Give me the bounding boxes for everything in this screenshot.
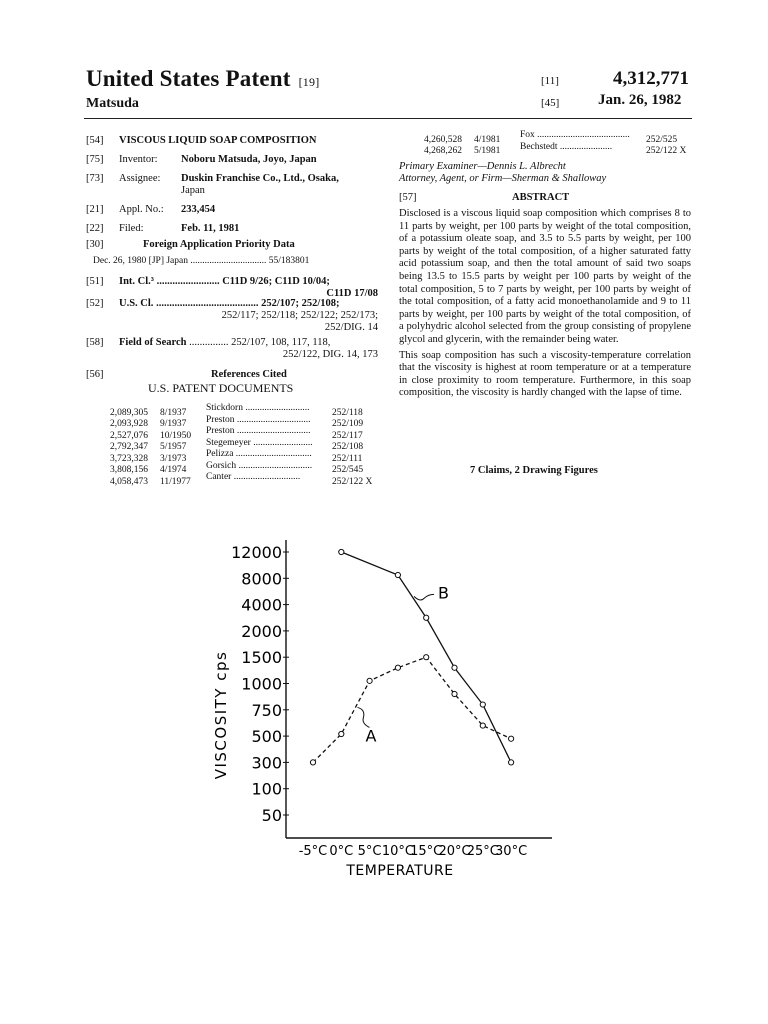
citation-cls: 252/108 (332, 442, 364, 452)
field-52: [52] U.S. Cl. ....................................... 252/107; 252/108; (86, 298, 340, 309)
citation-cls: 252/122 X (646, 146, 687, 156)
abstract-paragraph-2: This soap composition has such a viscosity-temperature correlation that the viscosity is highest at room temperature or at a temperature in close proximity to room temperature. Furthermore, in this soap composition, the viscosity is hardly changed with the lapse of time. (399, 349, 691, 399)
citation-cls: 252/118 (332, 407, 363, 418)
assignee-value: Duskin Franchise Co., Ltd., Osaka, (181, 173, 339, 184)
field-52-line3: 252/DIG. 14 (324, 322, 378, 333)
x-tick-label: 10°C (381, 844, 414, 859)
filed-value: Feb. 11, 1981 (181, 223, 240, 234)
citation-name: Stickdorn ........................... (206, 403, 310, 413)
citation-no: 4,268,262 (424, 146, 462, 156)
citation-date: 8/1937 (160, 407, 187, 418)
citation-no: 2,527,076 (110, 430, 148, 441)
citation-cls: 252/122 X (332, 476, 373, 487)
x-tick-label: 20°C (438, 844, 471, 859)
invention-title: VISCOUS LIQUID SOAP COMPOSITION (119, 135, 317, 146)
y-tick-label: 2000 (241, 621, 282, 641)
priority-line: Dec. 26, 1980 [JP] Japan ................................ 55/183801 (93, 256, 310, 266)
x-tick-label: 25°C (466, 844, 499, 859)
data-point-B (395, 572, 400, 577)
country-title: United States Patent (86, 66, 291, 91)
x-tick-label: 30°C (495, 844, 528, 859)
citation-name: Pelizza ................................ (206, 449, 312, 459)
data-point-A (424, 655, 429, 660)
data-point-B (424, 615, 429, 620)
citation-cls: 252/111 (332, 453, 363, 464)
series-label-B: B (438, 583, 450, 603)
data-point-A (395, 665, 400, 670)
data-point-B (480, 702, 485, 707)
data-point-A (310, 760, 315, 765)
field-51-line2: C11D 17/08 (326, 288, 378, 299)
data-point-B (339, 549, 344, 554)
citation-cls: 252/525 (646, 134, 678, 145)
citation-name: Fox ....................................... (520, 130, 630, 140)
date-ref: [45] (541, 97, 560, 109)
abstract-code: [57] (399, 192, 417, 203)
field-58-line2: 252/122, DIG. 14, 173 (282, 349, 378, 360)
data-point-A (452, 691, 457, 696)
citation-date: 5/1981 (474, 146, 501, 156)
x-tick-label: 15°C (410, 844, 443, 859)
patent-number: 4,312,771 (613, 68, 689, 89)
y-tick-label: 300 (251, 753, 282, 773)
citation-date: 5/1957 (160, 442, 187, 452)
field-52-line2: 252/117; 252/118; 252/122; 252/173; (221, 310, 378, 321)
citation-no: 4,260,528 (424, 134, 462, 145)
citation-no: 4,058,473 (110, 476, 148, 487)
field-30: [30] Foreign Application Priority Data (86, 239, 295, 250)
y-tick-label: 750 (251, 700, 282, 720)
data-point-A (339, 731, 344, 736)
y-tick-label: 500 (251, 727, 282, 747)
x-axis-label: TEMPERATURE (346, 863, 454, 879)
y-tick-label: 1500 (241, 648, 282, 668)
data-point-B (452, 665, 457, 670)
data-point-A (367, 678, 372, 683)
inventor-short-name: Matsuda (86, 96, 139, 111)
citation-name: Canter ............................ (206, 472, 301, 482)
citation-name: Preston ............................... (206, 414, 311, 425)
series-label-A: A (365, 726, 377, 746)
field-54: [54] VISCOUS LIQUID SOAP COMPOSITION (86, 135, 317, 146)
appl-no-value: 233,454 (181, 204, 216, 215)
citation-cls: 252/117 (332, 430, 363, 441)
y-tick-label: 1000 (241, 674, 282, 694)
citation-no: 3,723,328 (110, 453, 148, 464)
y-tick-label: 8000 (241, 569, 282, 589)
citation-date: 11/1977 (160, 476, 191, 487)
field-73: [73] Assignee: Duskin Franchise Co., Ltd., Osaka, (86, 173, 339, 184)
citation-name: Stegemeyer ......................... (206, 437, 313, 448)
citation-row (424, 142, 692, 158)
x-tick-label: -5°C (298, 844, 328, 859)
citation-name: Preston ............................... (206, 426, 311, 436)
citation-no: 2,089,305 (110, 407, 148, 418)
field-56: [56] References Cited (86, 369, 287, 380)
citation-date: 4/1974 (160, 465, 187, 475)
citation-name: Bechstedt ...................... (520, 141, 613, 152)
claims-line: 7 Claims, 2 Drawing Figures (470, 465, 598, 476)
data-point-A (480, 723, 485, 728)
x-tick-label: 5°C (357, 844, 382, 859)
y-tick-label: 50 (261, 806, 282, 825)
citation-date: 10/1950 (160, 430, 192, 441)
citation-date: 3/1973 (160, 453, 187, 464)
field-21: [21] Appl. No.: 233,454 (86, 204, 216, 215)
series-label-leader (357, 707, 369, 727)
us-patent-documents-heading: U.S. PATENT DOCUMENTS (148, 381, 294, 395)
abstract-paragraph-1: Disclosed is a viscous liquid soap composition which comprises 8 to 11 parts by weight, per 100 parts by weight of the total composition, of a potassium oleate soap, and 3.5 to 5.5 parts by weight, per 100 parts by weight of the total composition, of a higher saturated fatty acid potassium soap, and then the total amount of said two soaps being 13.5 to 15.5 parts by weight per 100 parts by weight of the total composition, 5 to 7 parts by weight, per 100 parts by weight of the total composition, of a fatty acid monoethanolamide and 9 to 11 parts by weight, per 100 parts by weight of the total composition, of a polyhydric alcohol selected from the group consisting of propylene glycol and glycerin, with the remainder being water. (399, 208, 691, 345)
attorney: Attorney, Agent, or Firm—Sherman & Shalloway (399, 173, 607, 184)
y-tick-label: 100 (251, 779, 282, 799)
data-point-B (509, 760, 514, 765)
y-tick-label: 4000 (241, 595, 282, 615)
citation-name: Gorsich ............................... (206, 460, 313, 471)
citation-no: 2,093,928 (110, 419, 148, 429)
abstract-heading: ABSTRACT (512, 192, 570, 203)
header-rule (84, 118, 692, 119)
citation-date: 4/1981 (474, 134, 501, 145)
citation-date: 9/1937 (160, 419, 187, 429)
citation-row (110, 472, 378, 488)
citation-cls: 252/109 (332, 419, 364, 429)
citation-no: 3,808,156 (110, 465, 148, 475)
citation-no: 2,792,347 (110, 442, 148, 452)
field-51: [51] Int. Cl.³ ........................ C11D 9/26; C11D 10/04; (86, 276, 330, 287)
y-tick-label: 12000 (231, 543, 282, 562)
y-axis-label: VISCOSITY cps (212, 650, 230, 780)
abstract-body (399, 208, 691, 403)
patent-no-ref: [11] (541, 75, 559, 87)
inventor-value: Noboru Matsuda, Joyo, Japan (181, 154, 317, 165)
citation-cls: 252/545 (332, 465, 364, 475)
series-line-A (313, 657, 511, 762)
patent-office-title (86, 66, 319, 92)
field-22: [22] Filed: Feb. 11, 1981 (86, 223, 240, 234)
field-58: [58] Field of Search ............... 252/107, 108, 117, 118, (86, 337, 331, 348)
x-tick-label: 0°C (329, 844, 354, 859)
field-73-line2: Japan (181, 185, 205, 196)
patent-date: Jan. 26, 1982 (598, 92, 682, 108)
series-label-leader (414, 594, 434, 600)
primary-examiner: Primary Examiner—Dennis L. Albrecht (399, 161, 566, 172)
viscosity-temperature-chart (200, 530, 560, 890)
title-ref: [19] (298, 75, 320, 89)
data-point-A (509, 736, 514, 741)
field-75: [75] Inventor: Noboru Matsuda, Joyo, Japan (86, 154, 317, 165)
